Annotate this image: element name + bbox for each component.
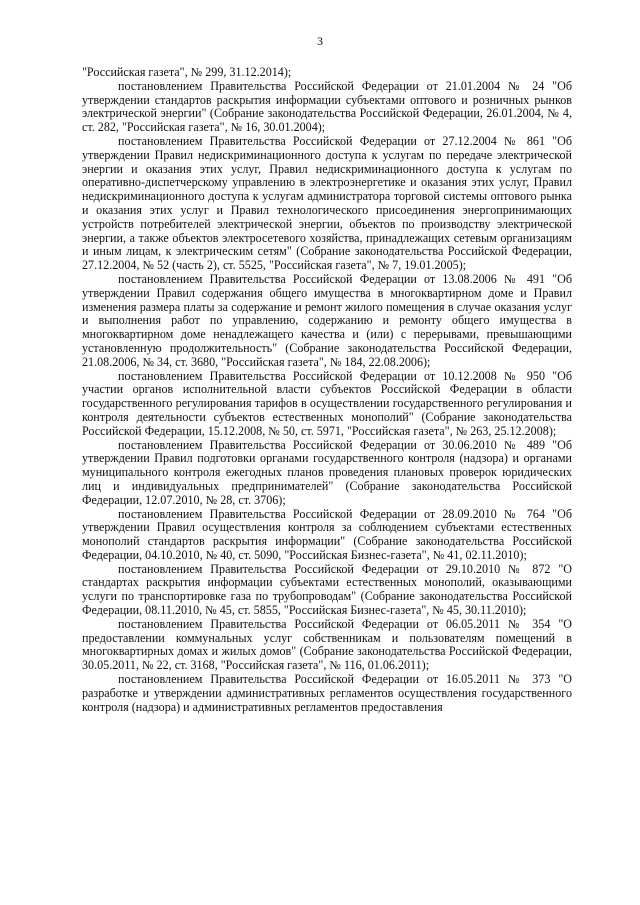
paragraph: "Российская газета", № 299, 31.12.2014); — [82, 65, 292, 79]
paragraph: постановлением Правительства Российской Федерации от 28.09.2010 № 764 "Об утверждении Правил осуществления контроля за соблюдением субъектами естественных монополий стандартов раскрытия информации" (Собрание законодательства Российской Федерации, 04.10.2010, № 40, ст. 5090, "Российская Бизнес-газета", № 41, 02.11.2010); — [82, 506, 572, 562]
paragraph: постановлением Правительства Российской Федерации от 06.05.2011 № 354 "О предоставлении коммунальных услуг собственникам и пользователям помещений в многоквартирных домах и жилых домов" (Собрание законодательства Российской Федерации, 30.05.2011, № 22, ст. 3168, "Российская газета", № 116, 01.06.2011); — [82, 616, 572, 673]
page-number: 3 — [317, 34, 323, 48]
paragraph: постановлением Правительства Российской Федерации от 30.06.2010 № 489 "Об утверждении Правил подготовки органами государственного контроля (надзора) и органами муниципального контроля ежегодных планов проведения плановых проверок юридических лиц и индивидуальных предпринимателей" (Собрание законодательства Российской Федерации, 12.07.2010, № 28, ст. 3706); — [82, 437, 572, 507]
paragraph: постановлением Правительства Российской Федерации от 29.10.2010 № 872 "О стандартах раскрытия информации субъектами естественных монополий, оказывающими услуги по транспортировке газа по трубопроводам" (Собрание законодательства Российской Федерации, 08.11.2010, № 45, ст. 5855, "Российская Бизнес-газета", № 45, 30.11.2010); — [82, 561, 572, 618]
paragraph: постановлением Правительства Российской Федерации от 27.12.2004 № 861 "Об утверждении Правил недискриминационного доступа к услугам по передаче электрической энергии и оказания этих услуг, Правил недискриминационного доступа к услугам по оперативно-диспетчерскому управлению в электроэнергетике и оказания этих услуг, Правил недискриминационного доступа к услугам администратора торговой системы оптового рынка и оказания этих услуг и Правил технологического присоединения энергопринимающих устройств потребителей электрической энергии, объектов по производству электрической энергии, а также объектов электросетевого хозяйства, принадлежащих сетевым организациям и иным лицам, к электрическим сетям" (Собрание законодательства Российской Федерации, 27.12.2004, № 52 (часть 2), ст. 5525, "Российская газета", № 7, 19.01.2005); — [82, 133, 572, 273]
paragraph: постановлением Правительства Российской Федерации от 13.08.2006 № 491 "Об утверждении Правил содержания общего имущества в многоквартирном доме и Правил изменения размера платы за содержание и ремонт жилого помещения в случае оказания услуг и выполнения работ по управлению, содержанию и ремонту общего имущества в многоквартирном доме ненадлежащего качества и (или) с перерывами, превышающими установленную продолжительность" (Собрание законодательства Российской Федерации, 21.08.2006, № 34, ст. 3680, "Российская газета", № 184, 22.08.2006); — [82, 271, 572, 369]
paragraph: постановлением Правительства Российской Федерации от 21.01.2004 № 24 "Об утверждении стандартов раскрытия информации субъектами оптового и розничных рынков электрической энергии" (Собрание законодательства Российской Федерации, 26.01.2004, № 4, ст. 282, "Российская газета", № 16, 30.01.2004); — [82, 78, 572, 135]
paragraph: постановлением Правительства Российской Федерации от 10.12.2008 № 950 "Об участии органов исполнительной власти субъектов Российской Федерации в области государственного регулирования тарифов в осуществлении государственного регулирования и контроля деятельности субъектов естественных монополий" (Собрание законодательства Российской Федерации, 15.12.2008, № 50, ст. 5971, "Российская газета", № 263, 25.12.2008); — [82, 368, 572, 438]
paragraph: постановлением Правительства Российской Федерации от 16.05.2011 № 373 "О разработке и утверждении административных регламентов осуществления государственного контроля (надзора) и административных регламентов предоставления — [82, 672, 572, 714]
document-body — [82, 66, 572, 714]
